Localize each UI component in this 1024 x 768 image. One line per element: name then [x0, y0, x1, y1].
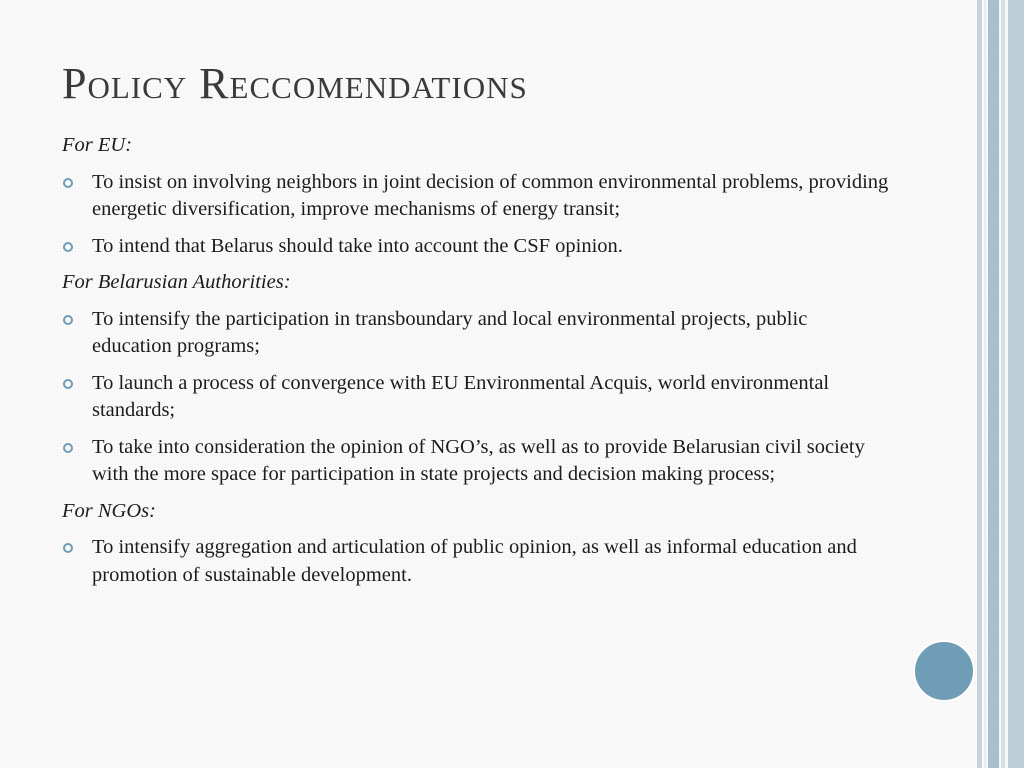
bullet-circle-icon [63, 178, 73, 188]
bullet-text: To launch a process of convergence with EU Environmental Acquis, world environmental standards; [92, 371, 830, 421]
decorative-stripe [1001, 0, 1005, 768]
bullet-item [62, 434, 892, 489]
bullet-item [62, 370, 892, 425]
bullet-item [62, 169, 892, 224]
bullet-item [62, 233, 892, 261]
decorative-stripe [1008, 0, 1024, 768]
section-belarusian-authorities [62, 269, 892, 489]
bullet-text: To take into consideration the opinion of NGO’s, as well as to provide Belarusian civil society with the more space for participation in state projects and decision making process; [92, 435, 865, 485]
decorative-circle [913, 640, 975, 702]
section-heading: For Belarusian Authorities: [62, 271, 291, 293]
bullet-circle-icon [63, 242, 73, 252]
decorative-stripe [988, 0, 999, 768]
slide-title: Policy Reccomendations [62, 59, 528, 108]
decorative-stripe [977, 0, 982, 768]
bullet-circle-icon [63, 443, 73, 453]
bullet-text: To intensify the participation in transboundary and local environmental projects, public education programs; [92, 307, 808, 357]
section-ngos [62, 498, 892, 590]
bullet-item [62, 534, 892, 589]
bullet-circle-icon [63, 543, 73, 553]
bullet-circle-icon [63, 315, 73, 325]
decorative-stripe [984, 0, 986, 768]
bullet-text: To insist on involving neighbors in joint decision of common environmental problems, providing energetic diversification, improve mechanisms of energy transit; [92, 170, 889, 220]
bullet-text: To intend that Belarus should take into account the CSF opinion. [92, 234, 623, 257]
slide-body [62, 132, 892, 598]
section-eu [62, 132, 892, 260]
bullet-circle-icon [63, 379, 73, 389]
bullet-text: To intensify aggregation and articulation of public opinion, as well as informal education and promotion of sustainable development. [92, 536, 857, 586]
section-heading: For NGOs: [62, 499, 156, 522]
bullet-item [62, 306, 892, 361]
section-heading: For EU: [62, 134, 133, 156]
